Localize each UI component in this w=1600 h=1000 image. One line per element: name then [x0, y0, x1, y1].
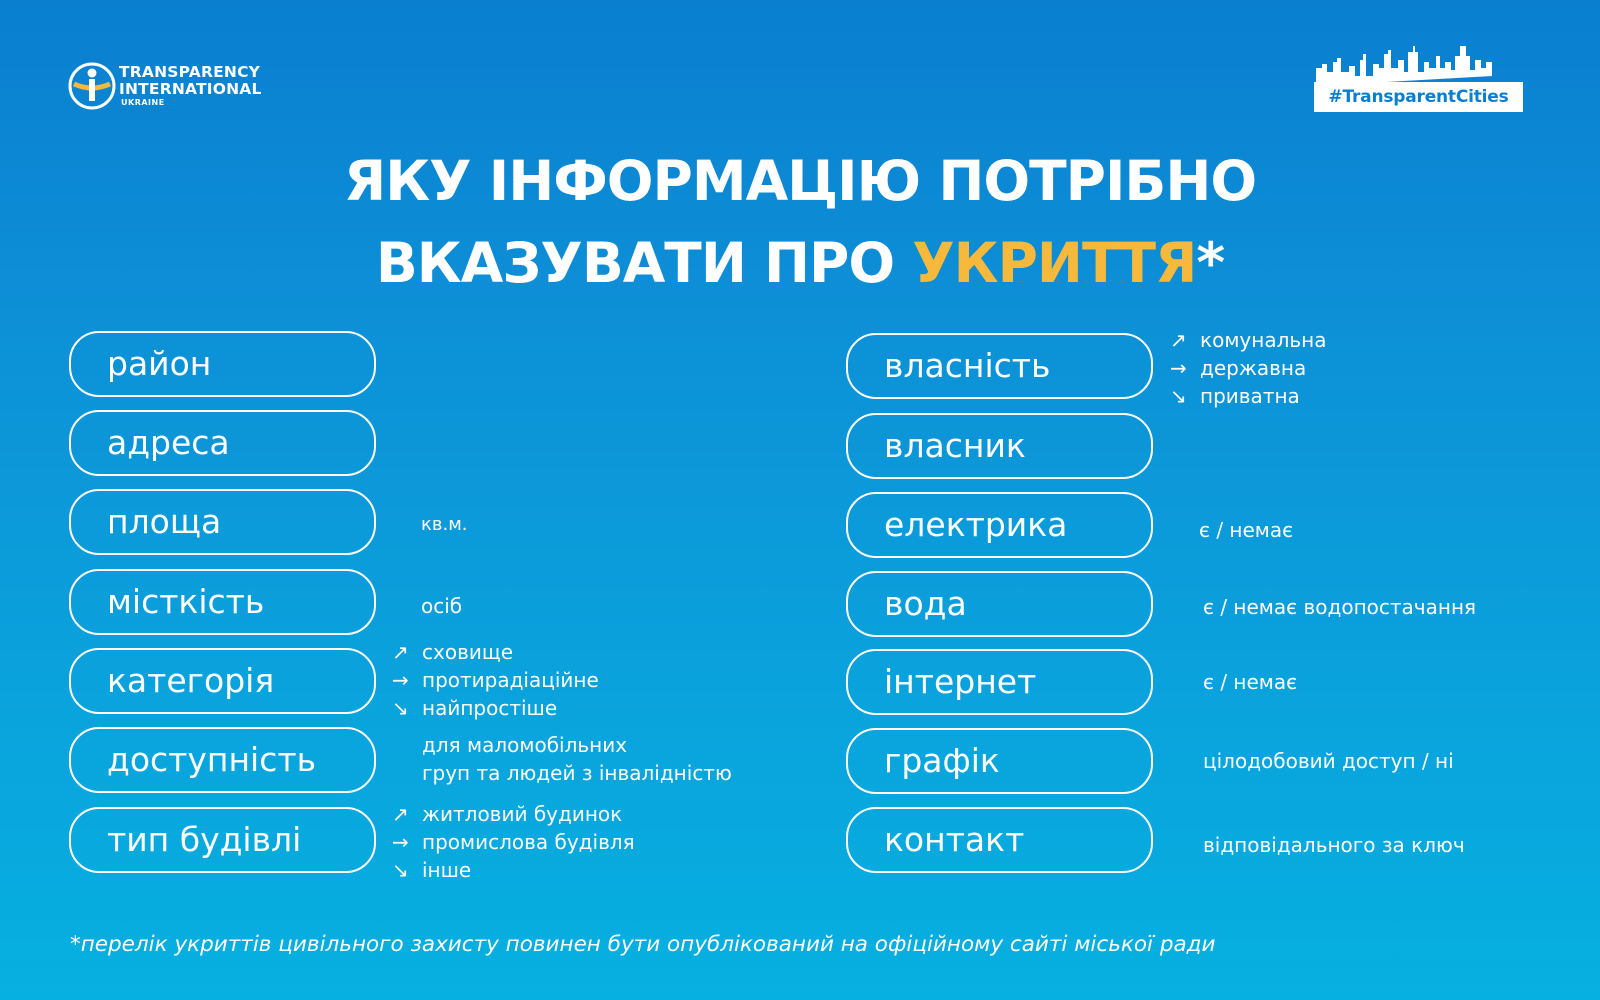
option-building-type-2: → промислова будівля [392, 830, 635, 854]
field-pill-area [69, 489, 376, 555]
arrow-down-right-icon: ↘ [392, 858, 409, 882]
field-pill-internet [846, 649, 1153, 715]
arrow-down-right-icon: ↘ [392, 696, 409, 720]
arrow-right-icon: → [392, 668, 409, 692]
field-label: місткість [107, 582, 265, 621]
field-pill-electricity [846, 492, 1153, 558]
hashtag-label: #TransparentCities [1314, 82, 1523, 112]
note-contact: відповідального за ключ [1203, 833, 1465, 857]
footnote: *перелік укриттів цивільного захисту повинен бути опублікований на офіційному сайті міської ради [70, 932, 1216, 957]
option-ownership-2: → державна [1170, 356, 1307, 380]
field-pill-schedule [846, 728, 1153, 794]
option-category-2: → протирадіаційне [392, 668, 599, 692]
note-water: є / немає водопостачання [1203, 595, 1477, 619]
note-capacity-unit: осіб [421, 594, 463, 618]
transparent-cities-badge [1314, 46, 1523, 112]
field-label: власність [884, 346, 1051, 385]
title-highlight: УКРИТТЯ [912, 231, 1197, 295]
note-electricity: є / немає [1199, 518, 1294, 542]
transparency-international-logo-icon [68, 62, 116, 110]
arrow-up-right-icon: ↗ [1170, 328, 1187, 352]
field-label: площа [107, 502, 222, 541]
option-building-type-1: ↗ житловий будинок [392, 802, 623, 826]
field-label: інтернет [884, 662, 1037, 701]
title-line-2-prefix: ВКАЗУВАТИ ПРО [375, 231, 913, 295]
field-label: район [107, 344, 212, 383]
field-label: доступність [107, 740, 317, 779]
title-asterisk: * [1196, 231, 1225, 295]
field-pill-category [69, 648, 376, 714]
field-pill-contact [846, 807, 1153, 873]
option-category-3: ↘ найпростіше [392, 696, 558, 720]
logo-line-3: UKRAINE [121, 98, 165, 107]
logo-line-1: TRANSPARENCY [119, 63, 261, 81]
field-label: електрика [884, 505, 1068, 544]
arrow-down-right-icon: ↘ [1170, 384, 1187, 408]
page-title [0, 140, 1600, 304]
logo-line-2: INTERNATIONAL [119, 80, 262, 98]
note-area-unit: кв.м. [421, 514, 468, 535]
field-label: тип будівлі [107, 820, 302, 859]
note-schedule: цілодобовий доступ / ні [1203, 749, 1454, 773]
arrow-right-icon: → [1170, 356, 1187, 380]
option-building-type-3: ↘ інше [392, 858, 472, 882]
option-ownership-1: ↗ комунальна [1170, 328, 1327, 352]
field-label: адреса [107, 423, 230, 462]
field-pill-capacity [69, 569, 376, 635]
arrow-up-right-icon: ↗ [392, 640, 409, 664]
field-pill-accessibility [69, 727, 376, 793]
title-line-2 [0, 222, 1600, 304]
note-accessibility-line-2: груп та людей з інвалідністю [422, 761, 732, 785]
field-pill-ownership [846, 333, 1153, 399]
arrow-right-icon: → [392, 830, 409, 854]
field-pill-water [846, 571, 1153, 637]
title-line-1: ЯКУ ІНФОРМАЦІЮ ПОТРІБНО [343, 149, 1257, 213]
field-label: власник [884, 426, 1026, 465]
field-pill-address [69, 410, 376, 476]
note-internet: є / немає [1203, 670, 1298, 694]
field-label: категорія [107, 661, 275, 700]
city-skyline-icon [1314, 46, 1523, 86]
field-pill-owner [846, 413, 1153, 479]
note-accessibility-line-1: для маломобільних [422, 733, 628, 757]
field-label: вода [884, 584, 967, 623]
field-pill-district [69, 331, 376, 397]
arrow-up-right-icon: ↗ [392, 802, 409, 826]
transparency-international-logo [68, 62, 318, 114]
field-label: контакт [884, 820, 1025, 859]
field-label: графік [884, 741, 1000, 780]
field-pill-building-type [69, 807, 376, 873]
option-category-1: ↗ сховище [392, 640, 513, 664]
option-ownership-3: ↘ приватна [1170, 384, 1300, 408]
